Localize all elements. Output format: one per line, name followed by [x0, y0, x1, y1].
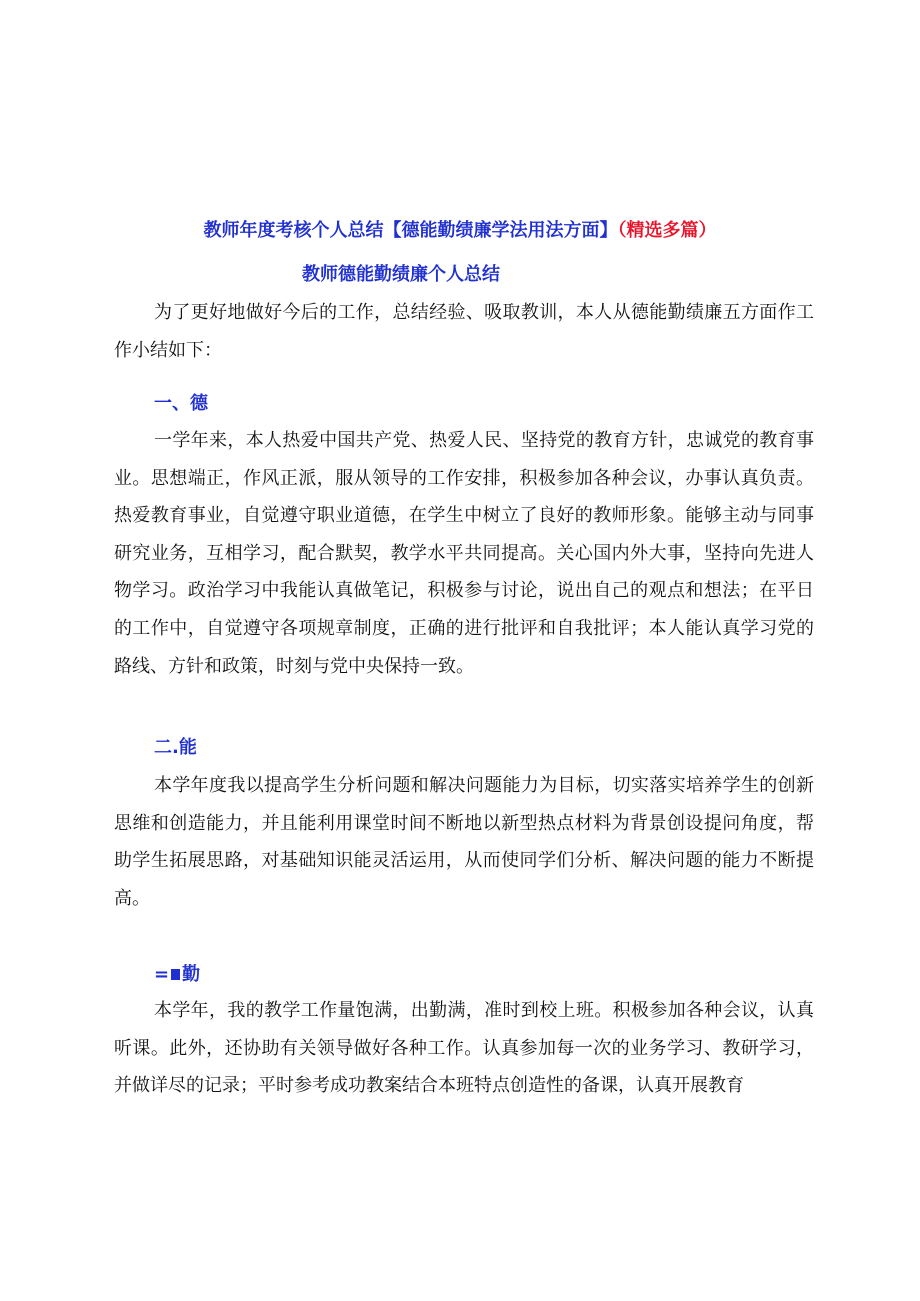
section-paragraph-de: 一学年来，本人热爱中国共产党、热爱人民、坚持党的教育方针，忠诚党的教育事业。思想端正，作风正派，服从领导的工作安排，积极参加各种会议，办事认真负责。热爱教育事业，自觉遵守职业道德，在学生中树立了良好的教师形象。能够主动与同事研究业务，互相学习，配合默契，教学水平共同提高。关心国内外大事，坚持向先进人物学习。政治学习中我能认真做笔记，积极参与讨论，说出自己的观点和想法；在平日的工作中，自觉遵守各项规章制度，正确的进行批评和自我批评；本人能认真学习党的路线、方针和政策，时刻与党中央保持一致。: [114, 430, 814, 677]
section-heading-qin: [154, 960, 200, 986]
title-main: 教师年度考核个人总结【德能勤绩廉学法用法方面】: [203, 220, 618, 241]
section-paragraph-qin: 本学年，我的教学工作量饱满，出勤满，准时到校上班。积极参加各种会议，认真听课。此外，还协助有关领导做好各种工作。认真参加每一次的业务学习、教研学习，并做详尽的记录；平时参考成功教案结合本班特点创造性的备课，认真开展教育: [114, 1000, 814, 1097]
section-paragraph-neng: 本学年度我以提高学生分析问题和解决问题能力为目标，切实落实培养学生的创新思维和创造能力，并且能利用课堂时间不断地以新型热点材料为背景创设提问角度，帮助学生拓展思路，对基础知识能灵活运用，从而使同学们分析、解决问题的能力不断提高。: [114, 775, 814, 909]
document-title: [0, 216, 920, 242]
heading-prefix: =: [154, 964, 170, 985]
heading-suffix: 勤: [182, 964, 201, 985]
title-accent: （精选多篇）: [617, 220, 717, 241]
garbled-glyph-icon: [171, 969, 180, 980]
intro-paragraph: 为了更好地做好今后的工作，总结经验、吸取教训，本人从德能勤绩廉五方面作工作小结如下：: [114, 302, 814, 361]
section-heading-neng: 二.能: [154, 737, 197, 758]
document-subtitle: 教师德能勤绩廉个人总结: [302, 264, 500, 285]
section-heading-de: 一、德: [154, 393, 208, 414]
